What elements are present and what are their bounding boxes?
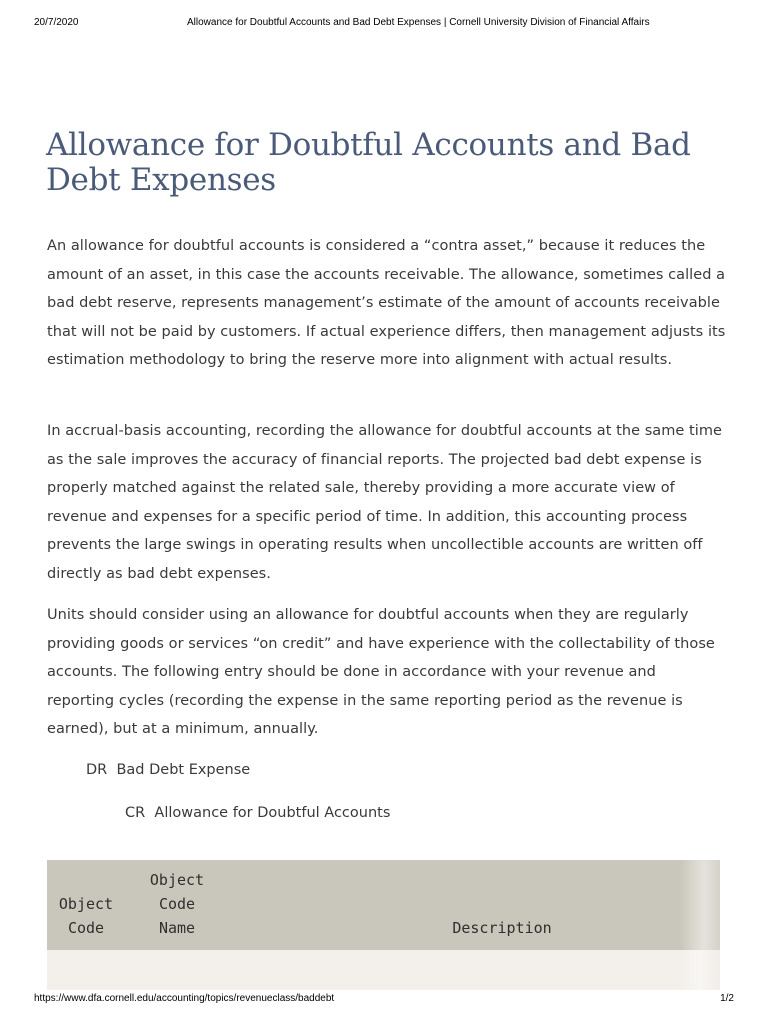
paragraph-accrual-basis: In accrual-basis accounting, recording the allowance for doubtful accounts at the same time as the sale improves the accuracy of financial reports. The projected bad debt expense is properly matched against the related sale, thereby providing a more accurate view of revenue and expenses for a specific period of time. In addition, this accounting process prevents the large swings in operating results when uncollectible accounts are written off directly as bad debt expenses. <box>47 423 723 582</box>
print-footer <box>34 993 734 1007</box>
print-footer-url: https://www.dfa.cornell.edu/accounting/topics/revenueclass/baddebt <box>34 993 335 1004</box>
column-header-object-code: Object Code <box>58 895 114 937</box>
table-scroll-shade <box>680 860 720 950</box>
print-page-number: 1/2 <box>720 993 734 1004</box>
page-title: Allowance for Doubtful Accounts and Bad Debt Expenses <box>46 127 691 198</box>
table-header-row <box>47 860 720 950</box>
print-document-title: Allowance for Doubtful Accounts and Bad Debt Expenses | Cornell University Division of Financial Affairs <box>187 17 650 28</box>
object-code-table <box>47 860 720 990</box>
table-row-scroll-shade <box>680 950 720 990</box>
journal-entry-credit: CR Allowance for Doubtful Accounts <box>125 805 391 821</box>
column-header-description: Description <box>452 919 552 937</box>
paragraph-contra-asset: An allowance for doubtful accounts is considered a “contra asset,” because it reduces the amount of an asset, in this case the accounts receivable. The allowance, sometimes called a bad debt reserve, represents management’s estimate of the amount of accounts receivable that will not be paid by customers. If actual experience differs, then management adjusts its estimation methodology to bring the reserve more into alignment with actual results. <box>47 238 726 368</box>
print-date: 20/7/2020 <box>34 17 79 28</box>
table-row <box>47 950 720 990</box>
column-header-object-code-name: Object Code Name <box>149 871 205 937</box>
journal-entry-debit: DR Bad Debt Expense <box>86 762 251 778</box>
print-header <box>34 17 734 31</box>
paragraph-units-guidance: Units should consider using an allowance for doubtful accounts when they are regularly providing goods or services “on credit” and have experience with the collectability of those accounts. The following entry should be done in accordance with your revenue and reporting cycles (recording the expense in the same reporting period as the revenue is earned), but at a minimum, annually. <box>47 607 715 737</box>
